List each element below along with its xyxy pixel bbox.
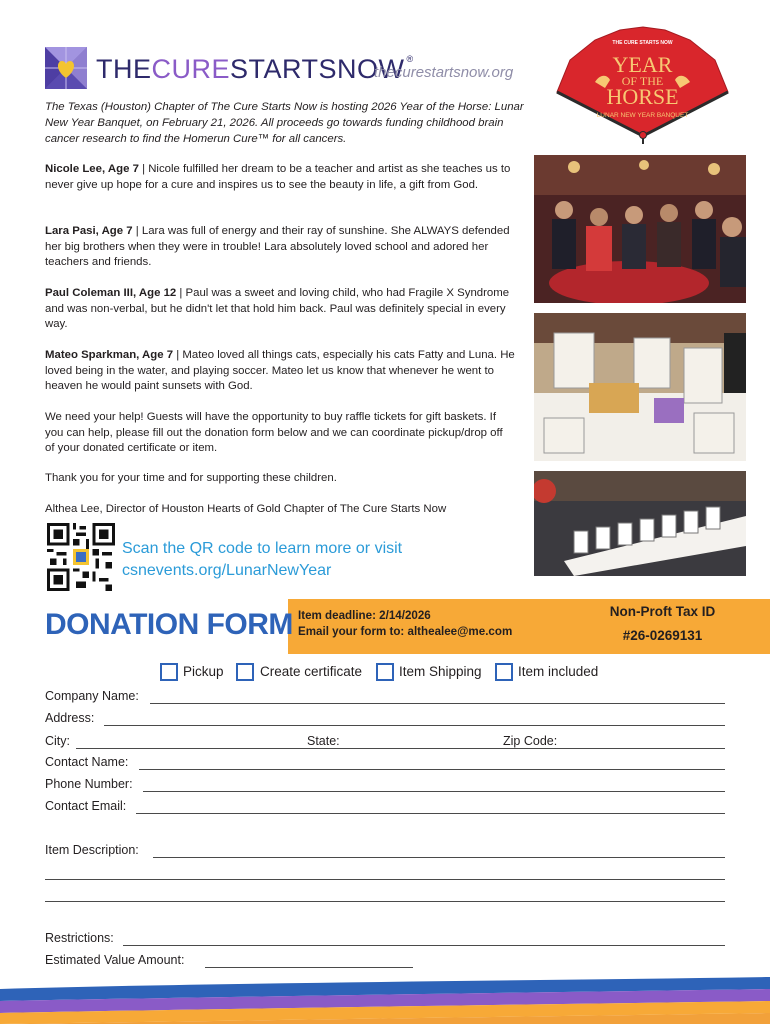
city-field[interactable] (76, 748, 725, 749)
zip-code-label: Zip Code: (503, 734, 558, 748)
fan-title-year: YEAR (612, 52, 673, 77)
intro-paragraph: The Texas (Houston) Chapter of The Cure Starts Now is hosting 2026 Year of the Horse: Lunar New Year Banquet, on February 21, 2026. All proceeds go towards funding childhood brain cancer research to find the Homerun Cure™ for all cancers. (45, 101, 524, 145)
tax-id-value: #26-0269131 (622, 628, 703, 643)
state-label: State: (307, 734, 340, 748)
create-certificate-checkbox[interactable] (236, 663, 254, 681)
story-paragraph (45, 286, 515, 333)
estimated-value-label: Estimated Value Amount: (45, 953, 185, 967)
city-label: City: (45, 734, 70, 748)
restrictions-label: Restrictions: (45, 931, 114, 945)
contact-email-field[interactable] (136, 813, 725, 814)
restrictions-field[interactable] (123, 945, 725, 946)
item-description-field[interactable] (153, 857, 725, 858)
phone-number-label: Phone Number: (45, 777, 133, 791)
story-text: | Lara was full of energy and their ray of sunshine. She ALWAYS defended her big brothers when they were in trouble! Lara absolutely loved school and adored her teachers and friends. (45, 225, 510, 269)
thanks-paragraph: Thank you for your time and for supporting these children. (45, 472, 337, 484)
raffle-table-photo (534, 471, 746, 576)
signature-paragraph: Althea Lee, Director of Houston Hearts of Gold Chapter of The Cure Starts Now (45, 503, 447, 515)
story-name: Lara Pasi, Age 7 (45, 225, 133, 237)
create-certificate-label: Create certificate (260, 664, 363, 679)
email-instruction: Email your form to: althealee@me.com (298, 625, 513, 638)
item-description-line[interactable] (45, 879, 725, 880)
company-name-label: Company Name: (45, 689, 139, 703)
banquet-guests-photo (534, 155, 746, 303)
pickup-checkbox[interactable] (160, 663, 178, 681)
address-field[interactable] (104, 725, 725, 726)
site-url: thecurestartsnow.org (374, 64, 514, 81)
fan-title-horse: HORSE (606, 84, 679, 109)
story-text: | Nicole fulfilled her dream to be a teacher and artist as she teaches us to never give up hope for a cure and inspires us to see the beauty in life, a gift from God. (45, 163, 511, 191)
qr-link[interactable]: csnevents.org/LunarNewYear (122, 562, 332, 579)
item-deadline: Item deadline: 2/14/2026 (298, 609, 431, 622)
story-name: Paul Coleman III, Age 12 (45, 287, 177, 299)
contact-name-field[interactable] (139, 769, 725, 770)
phone-number-field[interactable] (143, 791, 725, 792)
item-description-label: Item Description: (45, 843, 139, 857)
contact-name-label: Contact Name: (45, 755, 129, 769)
story-text: | Paul was a sweet and loving child, who had Fragile X Syndrome and was non-verbal, but he didn't let that hold him back. Paul was definitely special in every way. (45, 287, 510, 331)
gift-baskets-photo (534, 313, 746, 461)
pickup-label: Pickup (183, 664, 224, 679)
qr-code-icon[interactable] (47, 523, 115, 591)
story-paragraph (45, 348, 515, 395)
story-name: Mateo Sparkman, Age 7 (45, 349, 174, 361)
item-shipping-label: Item Shipping (399, 664, 482, 679)
item-shipping-checkbox[interactable] (376, 663, 394, 681)
donation-form-title: DONATION FORM (45, 608, 293, 641)
story-paragraph (45, 162, 515, 193)
help-paragraph: We need your help! Guests will have the opportunity to buy raffle tickets for gift baskets. If you can help, please fill out the donation form below and we can coordinate pickup/drop off of your donated certificate or item. (45, 411, 503, 455)
fan-brand-text: THE CURE STARTS NOW (612, 40, 673, 46)
item-included-label: Item included (518, 664, 599, 679)
item-description-line[interactable] (45, 901, 725, 902)
address-label: Address: (45, 711, 95, 725)
story-text: | Mateo loved all things cats, especially his cats Fatty and Luna. He loved being in the water, and playing soccer. Mateo let us know that whenever he went to heaven he would paint sunsets with God. (45, 349, 515, 393)
fan-subtitle: LUNAR NEW YEAR BANQUET (596, 112, 689, 119)
tax-id-label: Non-Proft Tax ID (609, 604, 716, 619)
contact-email-label: Contact Email: (45, 799, 127, 813)
company-name-field[interactable] (150, 703, 725, 704)
estimated-value-field[interactable] (205, 967, 413, 968)
story-name: Nicole Lee, Age 7 (45, 163, 139, 175)
story-paragraph (45, 224, 515, 271)
item-included-checkbox[interactable] (495, 663, 513, 681)
logo-heart-icon (45, 47, 87, 89)
fan-title-ofthe: OF THE (621, 74, 664, 88)
year-of-horse-fan-graphic (555, 22, 730, 147)
logo-wordmark: THECURESTARTSNOW ® (96, 54, 414, 84)
decorative-stripes (0, 975, 770, 1024)
qr-instruction: Scan the QR code to learn more or visit (122, 540, 403, 557)
